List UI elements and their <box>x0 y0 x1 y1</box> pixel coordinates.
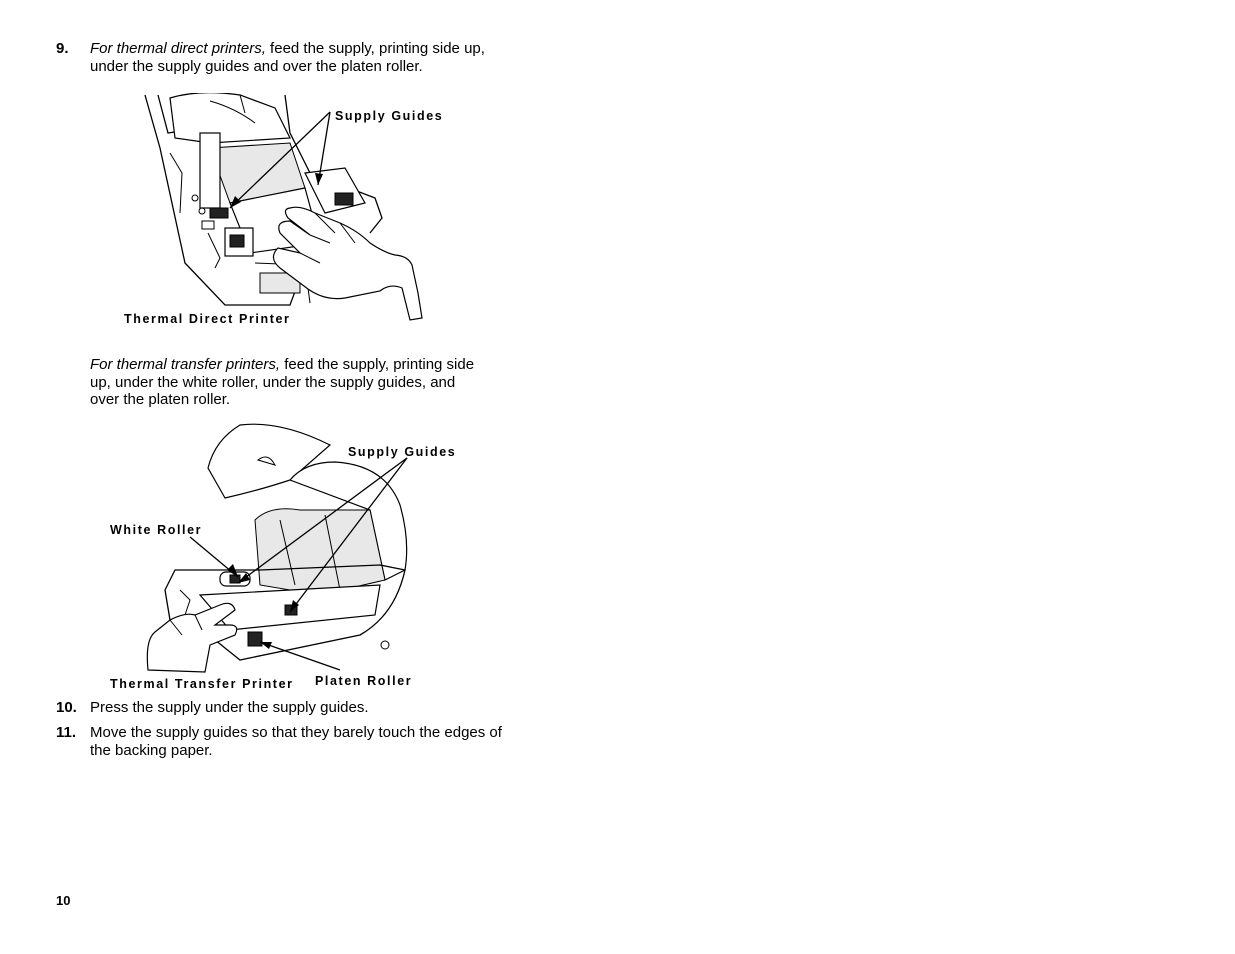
step-9-text <box>90 40 530 75</box>
step-9-intro: For thermal direct printers, <box>90 40 266 57</box>
step-9-line2: under the supply guides and over the platen roller. <box>90 57 423 75</box>
step-10-number: 10. <box>56 699 77 716</box>
step-11-number: 11. <box>56 724 77 741</box>
step-11-line2: the backing paper. <box>90 741 213 759</box>
transfer-paragraph <box>90 356 530 409</box>
callout-supply-guides-2: Supply Guides <box>348 445 457 459</box>
callout-supply-guides-1: Supply Guides <box>335 109 444 123</box>
step-9-number: 9. <box>56 40 69 57</box>
callout-white-roller: White Roller <box>110 523 203 537</box>
transfer-line2: up, under the white roller, under the supply guides, and <box>90 373 456 391</box>
step-10-text: Press the supply under the supply guides. <box>90 699 369 716</box>
transfer-line3: over the platen roller. <box>90 391 231 408</box>
caption-thermal-direct-printer: Thermal Direct Printer <box>124 312 291 326</box>
caption-thermal-transfer-printer: Thermal Transfer Printer <box>110 677 294 691</box>
step-11-line1: Move the supply guides so that they barely touch the edges of <box>90 724 502 741</box>
step-9-line1: feed the supply, printing side up, <box>265 40 485 57</box>
page-number: 10 <box>56 893 71 908</box>
transfer-intro: For thermal transfer printers, <box>90 356 281 373</box>
transfer-line1: feed the supply, printing side <box>280 356 475 373</box>
step-11-text <box>90 724 530 759</box>
thermal-direct-printer-illustration <box>140 93 460 323</box>
callout-platen-roller: Platen Roller <box>315 674 413 688</box>
